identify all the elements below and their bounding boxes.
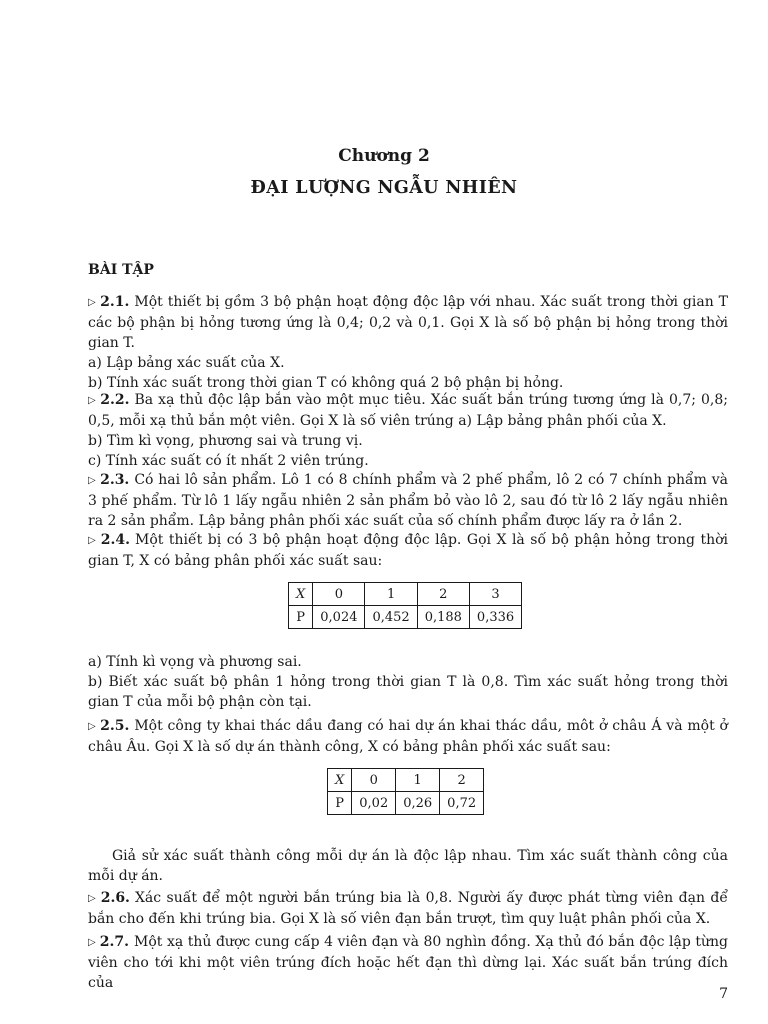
triangle-marker-icon: ▷ (88, 937, 96, 948)
exercise-number: 2.3. (100, 472, 130, 488)
exercise-number: 2.2. (100, 392, 130, 408)
section-heading: BÀI TẬP (88, 262, 154, 278)
table-cell: 2 (440, 769, 484, 792)
table-cell: P (289, 606, 313, 629)
table-cell: 0,452 (365, 606, 417, 629)
chapter-title: ĐẠI LƯỢNG NGẪU NHIÊN (250, 178, 518, 198)
table-cell: 0,72 (440, 792, 484, 815)
exercise-text: Một công ty khai thác dầu đang có hai dự án khai thác dầu, môt ở châu Á và một ở châu Âu. Gọi X là số dự án thành công, X có bảng phân phối xác suất sau: (88, 718, 728, 755)
table-cell: 0,02 (352, 792, 396, 815)
probability-table-2-5 (327, 768, 484, 815)
exercise-part-b: b) Tính xác suất trong thời gian T có không quá 2 bộ phận bị hỏng. (88, 375, 564, 391)
exercise-number: 2.5. (100, 718, 130, 734)
table-row (289, 606, 522, 629)
exercise-text: Một thiết bị có 3 bộ phận hoạt động độc lập. Gọi X là số bộ phận hỏng trong thời gian T, X có bảng phân phối xác suất sau: (88, 532, 728, 569)
exercise-part-a: a) Tính kì vọng và phương sai. (88, 654, 302, 670)
triangle-marker-icon: ▷ (88, 395, 97, 406)
exercise-part-c: c) Tính xác suất có ít nhất 2 viên trúng. (88, 453, 369, 469)
exercise-text: Một thiết bị gồm 3 bộ phận hoạt động độc lập với nhau. Xác suất trong thời gian T các bộ phận bị hỏng tương ứng là 0,4; 0,2 và 0,1. Gọi X là số bộ phận bị hỏng trong thời gian T. (88, 294, 728, 351)
triangle-marker-icon: ▷ (88, 297, 97, 308)
exercise-2-5-question: Giả sử xác suất thành công mỗi dự án là độc lập nhau. Tìm xác suất thành công của mỗi dự án. (88, 848, 728, 884)
page-number: 7 (719, 986, 728, 1002)
table-cell: 1 (365, 583, 417, 606)
triangle-marker-icon: ▷ (88, 475, 97, 486)
table-row (289, 583, 522, 606)
table-cell: 0 (352, 769, 396, 792)
table-cell: 1 (396, 769, 440, 792)
table-row (328, 769, 484, 792)
exercise-text: Ba xạ thủ độc lập bắn vào một mục tiêu. Xác suất bắn trúng tương ứng là 0,7; 0,8; 0,5, mỗi xạ thủ bắn một viên. Gọi X là số viên trúng a) Lập bảng phân phối của X. (88, 392, 728, 429)
chapter-label: Chương 2 (338, 146, 430, 166)
exercise-number: 2.7. (99, 934, 130, 950)
exercise-number: 2.6. (100, 890, 130, 906)
exercise-2-2 (88, 390, 728, 471)
exercise-text: Xác suất để một người bắn trúng bia là 0,8. Người ấy được phát từng viên đạn để bắn cho đến khi trúng bia. Gọi X là số viên đạn bắn trượt, tìm quy luật phân phối của X. (88, 890, 728, 927)
triangle-marker-icon: ▷ (88, 721, 97, 732)
triangle-marker-icon: ▷ (88, 893, 97, 904)
table-cell: P (328, 792, 352, 815)
exercise-part-a: a) Lập bảng xác suất của X. (88, 355, 285, 371)
exercise-2-4-parts (88, 652, 728, 712)
table-cell: 2 (417, 583, 469, 606)
table-cell: 0,188 (417, 606, 469, 629)
table-cell: 0,024 (313, 606, 365, 629)
exercise-2-5 (88, 716, 728, 757)
table-cell: 0,26 (396, 792, 440, 815)
exercise-part-b: b) Biết xác suất bộ phân 1 hỏng trong thời gian T là 0,8. Tìm xác suất hỏng trong thời gian T của mỗi bộ phận còn tại. (88, 674, 728, 710)
exercise-2-4 (88, 530, 728, 571)
table-cell: X (328, 769, 352, 792)
table-cell: 0,336 (469, 606, 521, 629)
table-cell: X (289, 583, 313, 606)
triangle-marker-icon: ▷ (88, 535, 97, 546)
table-cell: 0 (313, 583, 365, 606)
exercise-2-1 (88, 292, 728, 393)
table-cell: 3 (469, 583, 521, 606)
exercise-2-7 (88, 932, 728, 993)
exercise-2-3 (88, 470, 728, 531)
exercise-text: Một xạ thủ được cung cấp 4 viên đạn và 80 nghìn đồng. Xạ thủ đó bắn độc lập từng viên cho tới khi một viên trúng đích hoặc hết đạn thì dừng lại. Xác suất bắn trúng đích của (88, 934, 728, 991)
exercise-number: 2.4. (100, 532, 130, 548)
exercise-2-6 (88, 888, 728, 929)
exercise-text: Có hai lô sản phẩm. Lô 1 có 8 chính phẩm và 2 phế phẩm, lô 2 có 7 chính phẩm và 3 phế phẩm. Từ lô 1 lấy ngẫu nhiên 2 sản phẩm bỏ vào lô 2, sau đó từ lô 2 lấy ngẫu nhiên ra 2 sản phẩm. Lập bảng phân phối xác suất của số chính phẩm được lấy ra ở lần 2. (88, 472, 728, 529)
table-row (328, 792, 484, 815)
probability-table-2-4 (288, 582, 522, 629)
exercise-part-b: b) Tìm kì vọng, phương sai và trung vị. (88, 433, 363, 449)
exercise-number: 2.1. (100, 294, 130, 310)
